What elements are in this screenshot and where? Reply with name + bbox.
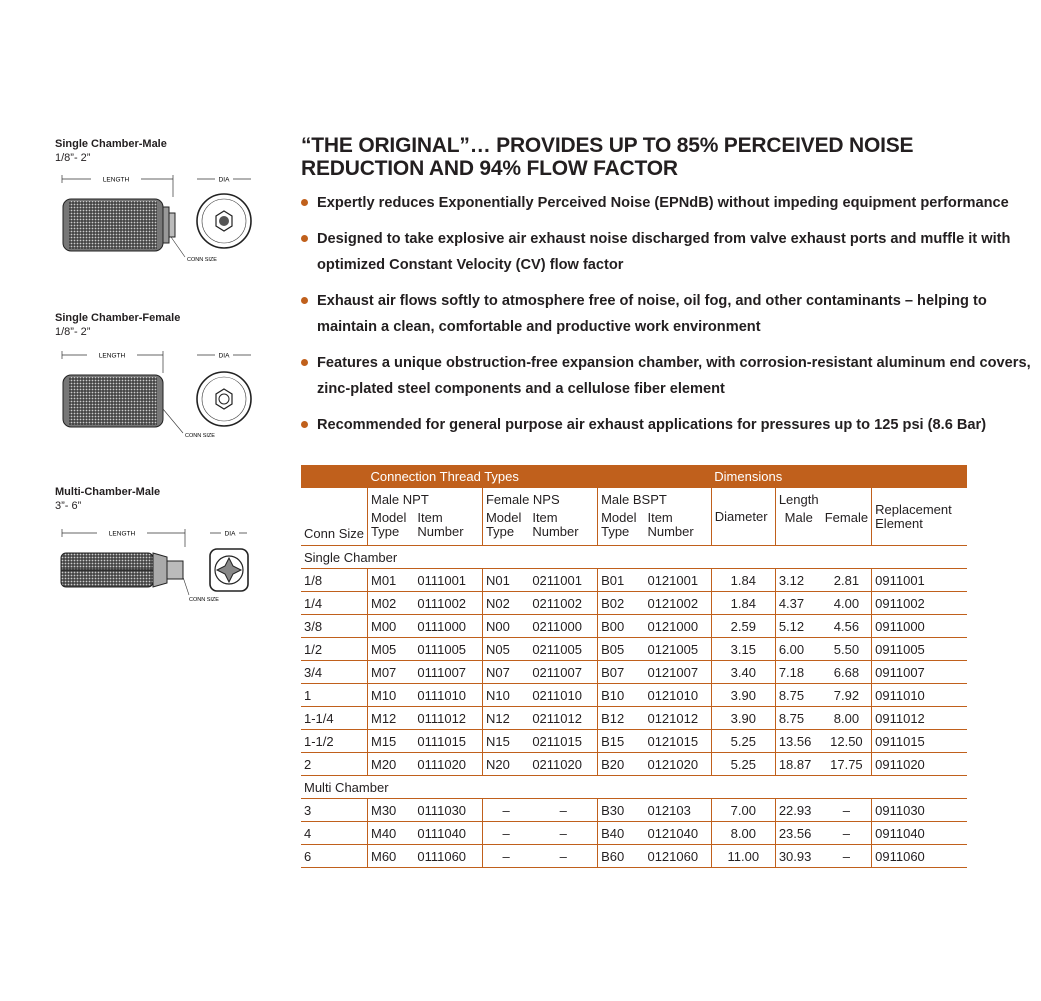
list-item: Recommended for general purpose air exhaust applications for pressures up to 125 psi (8.6 Bar) xyxy=(301,412,1036,438)
dia-label: DIA xyxy=(218,352,230,360)
table-cell: 3/8 xyxy=(301,615,367,638)
length-label: LENGTH xyxy=(98,352,126,360)
table-cell: M60 xyxy=(367,845,414,868)
table-cell: 1/4 xyxy=(301,592,367,615)
table-cell: 0111060 xyxy=(414,845,482,868)
table-cell: 3 xyxy=(301,799,367,822)
table-cell: B15 xyxy=(598,730,645,753)
diagram-title: Single Chamber-Female xyxy=(55,312,181,324)
table-cell: M20 xyxy=(367,753,414,776)
table-cell: 0911000 xyxy=(872,615,967,638)
table-cell: 3.40 xyxy=(711,661,775,684)
table-cell: 0111001 xyxy=(414,569,482,592)
table-cell: 0121005 xyxy=(644,638,711,661)
table-cell: 0121010 xyxy=(644,684,711,707)
table-cell: 5.25 xyxy=(711,730,775,753)
table-cell: 0911030 xyxy=(872,799,967,822)
table-cell: – xyxy=(482,822,529,845)
table-cell: 8.75 xyxy=(775,684,821,707)
group-header-connection: Connection Thread Types xyxy=(367,465,711,488)
table-row xyxy=(301,753,967,776)
table-cell: 6.00 xyxy=(775,638,821,661)
table-cell: N02 xyxy=(482,592,529,615)
table-cell: 17.75 xyxy=(822,753,872,776)
table-cell: 8.75 xyxy=(775,707,821,730)
table-cell: 6 xyxy=(301,845,367,868)
table-row xyxy=(301,638,967,661)
list-item: Expertly reduces Exponentially Perceived Noise (EPNdB) without impeding equipment performance xyxy=(301,190,1036,216)
table-cell: 13.56 xyxy=(775,730,821,753)
sub-header-female-nps: Female NPS xyxy=(482,488,597,511)
table-cell: 1/8 xyxy=(301,569,367,592)
table-cell: 0911001 xyxy=(872,569,967,592)
muffler-multi-drawing xyxy=(55,523,255,608)
table-cell: 30.93 xyxy=(775,845,821,868)
conn-size-label: CONN SIZE xyxy=(185,433,215,439)
table-cell: 6.68 xyxy=(822,661,872,684)
table-cell: B00 xyxy=(598,615,645,638)
table-cell: M40 xyxy=(367,822,414,845)
table-cell: B20 xyxy=(598,753,645,776)
table-cell: M15 xyxy=(367,730,414,753)
section-row xyxy=(301,546,967,569)
feature-list xyxy=(301,190,1036,448)
table-cell: 5.12 xyxy=(775,615,821,638)
table-cell: N07 xyxy=(482,661,529,684)
conn-size-label: CONN SIZE xyxy=(187,257,217,263)
col-header-model-type: Model Type xyxy=(482,511,529,546)
table-cell: 1-1/4 xyxy=(301,707,367,730)
table-cell: 1.84 xyxy=(711,592,775,615)
table-cell: 7.00 xyxy=(711,799,775,822)
sub-header-male-npt: Male NPT xyxy=(367,488,482,511)
table-cell: 2.59 xyxy=(711,615,775,638)
table-cell: 0121060 xyxy=(644,845,711,868)
table-cell: 0211007 xyxy=(529,661,597,684)
table-cell: M07 xyxy=(367,661,414,684)
table-row xyxy=(301,661,967,684)
table-row xyxy=(301,684,967,707)
table-cell: 3/4 xyxy=(301,661,367,684)
table-cell: 0911060 xyxy=(872,845,967,868)
dia-label: DIA xyxy=(224,530,236,538)
bullet-dot-icon xyxy=(301,297,308,304)
table-cell: M00 xyxy=(367,615,414,638)
spec-table-body xyxy=(301,546,967,868)
length-label: LENGTH xyxy=(102,176,130,184)
table-cell: 5.25 xyxy=(711,753,775,776)
sub-header-diameter: Diameter xyxy=(711,488,775,546)
diagram-title: Single Chamber-Male xyxy=(55,138,167,150)
table-cell: 0111030 xyxy=(414,799,482,822)
table-cell: 0911007 xyxy=(872,661,967,684)
table-cell: 0121040 xyxy=(644,822,711,845)
col-header-conn-size: Conn Size xyxy=(301,488,367,546)
section-label: Multi Chamber xyxy=(301,776,967,799)
diagram-title: Multi-Chamber-Male xyxy=(55,486,161,498)
table-cell: 0211002 xyxy=(529,592,597,615)
table-cell: – xyxy=(529,845,597,868)
table-row xyxy=(301,615,967,638)
table-cell: 0211015 xyxy=(529,730,597,753)
table-cell: 0111002 xyxy=(414,592,482,615)
conn-size-label: CONN SIZE xyxy=(189,597,219,603)
table-cell: B12 xyxy=(598,707,645,730)
table-cell: – xyxy=(529,822,597,845)
diagram-range: 1/8”- 2” xyxy=(55,152,91,164)
table-cell: 0121012 xyxy=(644,707,711,730)
table-cell: 012103 xyxy=(644,799,711,822)
table-cell: B10 xyxy=(598,684,645,707)
diagram-multi-chamber-male xyxy=(55,485,285,603)
table-cell: – xyxy=(822,799,872,822)
col-header-length-male: Male xyxy=(775,511,821,546)
table-cell: – xyxy=(822,822,872,845)
bullet-dot-icon xyxy=(301,235,308,242)
bullet-dot-icon xyxy=(301,199,308,206)
table-cell: 2 xyxy=(301,753,367,776)
col-header-item-number: Item Number xyxy=(414,511,482,546)
table-cell: 4.37 xyxy=(775,592,821,615)
table-cell: 0111010 xyxy=(414,684,482,707)
table-cell: 0211012 xyxy=(529,707,597,730)
table-cell: 3.90 xyxy=(711,707,775,730)
table-cell: 3.90 xyxy=(711,684,775,707)
table-cell: B01 xyxy=(598,569,645,592)
table-cell: 0211000 xyxy=(529,615,597,638)
table-cell: 0911012 xyxy=(872,707,967,730)
table-cell: 12.50 xyxy=(822,730,872,753)
diagram-range: 1/8”- 2” xyxy=(55,326,91,338)
table-cell: – xyxy=(822,845,872,868)
table-cell: B02 xyxy=(598,592,645,615)
table-cell: 1/2 xyxy=(301,638,367,661)
col-header-item-number: Item Number xyxy=(644,511,711,546)
table-cell: 0111000 xyxy=(414,615,482,638)
table-cell: 0121015 xyxy=(644,730,711,753)
table-cell: 2.81 xyxy=(822,569,872,592)
page-heading: “THE ORIGINAL”… PROVIDES UP TO 85% PERCEIVED NOISE REDUCTION AND 94% FLOW FACTOR xyxy=(301,134,914,180)
table-cell: 23.56 xyxy=(775,822,821,845)
table-cell: – xyxy=(482,799,529,822)
table-cell: – xyxy=(529,799,597,822)
list-item: Designed to take explosive air exhaust noise discharged from valve exhaust ports and muffle it with optimized Constant Velocity (CV) flow factor xyxy=(301,226,1036,278)
table-cell: 0211020 xyxy=(529,753,597,776)
table-cell: 0911020 xyxy=(872,753,967,776)
table-cell: N15 xyxy=(482,730,529,753)
table-cell: 11.00 xyxy=(711,845,775,868)
table-cell: B30 xyxy=(598,799,645,822)
table-cell: 5.50 xyxy=(822,638,872,661)
muffler-female-drawing xyxy=(55,349,255,449)
diagram-single-chamber-male xyxy=(55,137,285,263)
table-cell: 0911005 xyxy=(872,638,967,661)
muffler-male-drawing xyxy=(55,173,255,273)
table-cell: M02 xyxy=(367,592,414,615)
col-header-length-female: Female xyxy=(822,511,872,546)
table-cell: 0121000 xyxy=(644,615,711,638)
table-cell: 0111005 xyxy=(414,638,482,661)
table-row xyxy=(301,822,967,845)
table-cell: 4.56 xyxy=(822,615,872,638)
table-cell: 1 xyxy=(301,684,367,707)
table-cell: 22.93 xyxy=(775,799,821,822)
table-cell: N01 xyxy=(482,569,529,592)
bullet-dot-icon xyxy=(301,421,308,428)
table-cell: N12 xyxy=(482,707,529,730)
table-cell: N10 xyxy=(482,684,529,707)
table-row xyxy=(301,845,967,868)
table-cell: N00 xyxy=(482,615,529,638)
table-row xyxy=(301,799,967,822)
table-cell: B60 xyxy=(598,845,645,868)
table-cell: 4.00 xyxy=(822,592,872,615)
table-cell: B07 xyxy=(598,661,645,684)
table-cell: 1.84 xyxy=(711,569,775,592)
table-cell: 4 xyxy=(301,822,367,845)
table-cell: 0211005 xyxy=(529,638,597,661)
table-cell: 0911002 xyxy=(872,592,967,615)
table-cell: N20 xyxy=(482,753,529,776)
length-label: LENGTH xyxy=(108,530,136,538)
list-item: Exhaust air flows softly to atmosphere free of noise, oil fog, and other contaminants – helping to maintain a clean, comfortable and productive work environment xyxy=(301,288,1036,340)
table-cell: 3.15 xyxy=(711,638,775,661)
table-cell: 0111007 xyxy=(414,661,482,684)
table-cell: 8.00 xyxy=(822,707,872,730)
table-cell: 7.18 xyxy=(775,661,821,684)
table-cell: 7.92 xyxy=(822,684,872,707)
table-row xyxy=(301,707,967,730)
table-cell: M12 xyxy=(367,707,414,730)
table-row xyxy=(301,730,967,753)
table-cell: N05 xyxy=(482,638,529,661)
table-cell: 3.12 xyxy=(775,569,821,592)
table-cell: – xyxy=(482,845,529,868)
bullet-dot-icon xyxy=(301,359,308,366)
sub-header-male-bspt: Male BSPT xyxy=(598,488,712,511)
table-cell: 0121002 xyxy=(644,592,711,615)
dia-label: DIA xyxy=(218,176,230,184)
table-cell: B40 xyxy=(598,822,645,845)
table-cell: M30 xyxy=(367,799,414,822)
table-cell: 0121007 xyxy=(644,661,711,684)
table-cell: 1-1/2 xyxy=(301,730,367,753)
table-row xyxy=(301,569,967,592)
table-cell: 0121020 xyxy=(644,753,711,776)
table-cell: 0211010 xyxy=(529,684,597,707)
table-cell: 0111020 xyxy=(414,753,482,776)
diagram-range: 3”- 6” xyxy=(55,500,82,512)
group-header-dimensions: Dimensions xyxy=(711,465,967,488)
col-header-item-number: Item Number xyxy=(529,511,597,546)
table-cell: 0911015 xyxy=(872,730,967,753)
sub-header-length: Length xyxy=(775,488,871,511)
list-item: Features a unique obstruction-free expansion chamber, with corrosion-resistant aluminum end covers, zinc-plated steel components and a cellulose fiber element xyxy=(301,350,1036,402)
table-cell: M10 xyxy=(367,684,414,707)
table-cell: 8.00 xyxy=(711,822,775,845)
table-cell: 0211001 xyxy=(529,569,597,592)
col-header-model-type: Model Type xyxy=(598,511,645,546)
table-cell: M05 xyxy=(367,638,414,661)
col-header-model-type: Model Type xyxy=(367,511,414,546)
section-row xyxy=(301,776,967,799)
table-cell: 0911010 xyxy=(872,684,967,707)
table-row xyxy=(301,592,967,615)
table-cell: 0121001 xyxy=(644,569,711,592)
table-cell: M01 xyxy=(367,569,414,592)
table-cell: 0911040 xyxy=(872,822,967,845)
table-cell: 18.87 xyxy=(775,753,821,776)
table-cell: 0111015 xyxy=(414,730,482,753)
diagram-single-chamber-female xyxy=(55,311,285,439)
spec-table xyxy=(301,465,967,868)
section-label: Single Chamber xyxy=(301,546,967,569)
sub-header-replacement: Replacement Element xyxy=(872,488,967,546)
table-cell: B05 xyxy=(598,638,645,661)
table-cell: 0111012 xyxy=(414,707,482,730)
table-cell: 0111040 xyxy=(414,822,482,845)
